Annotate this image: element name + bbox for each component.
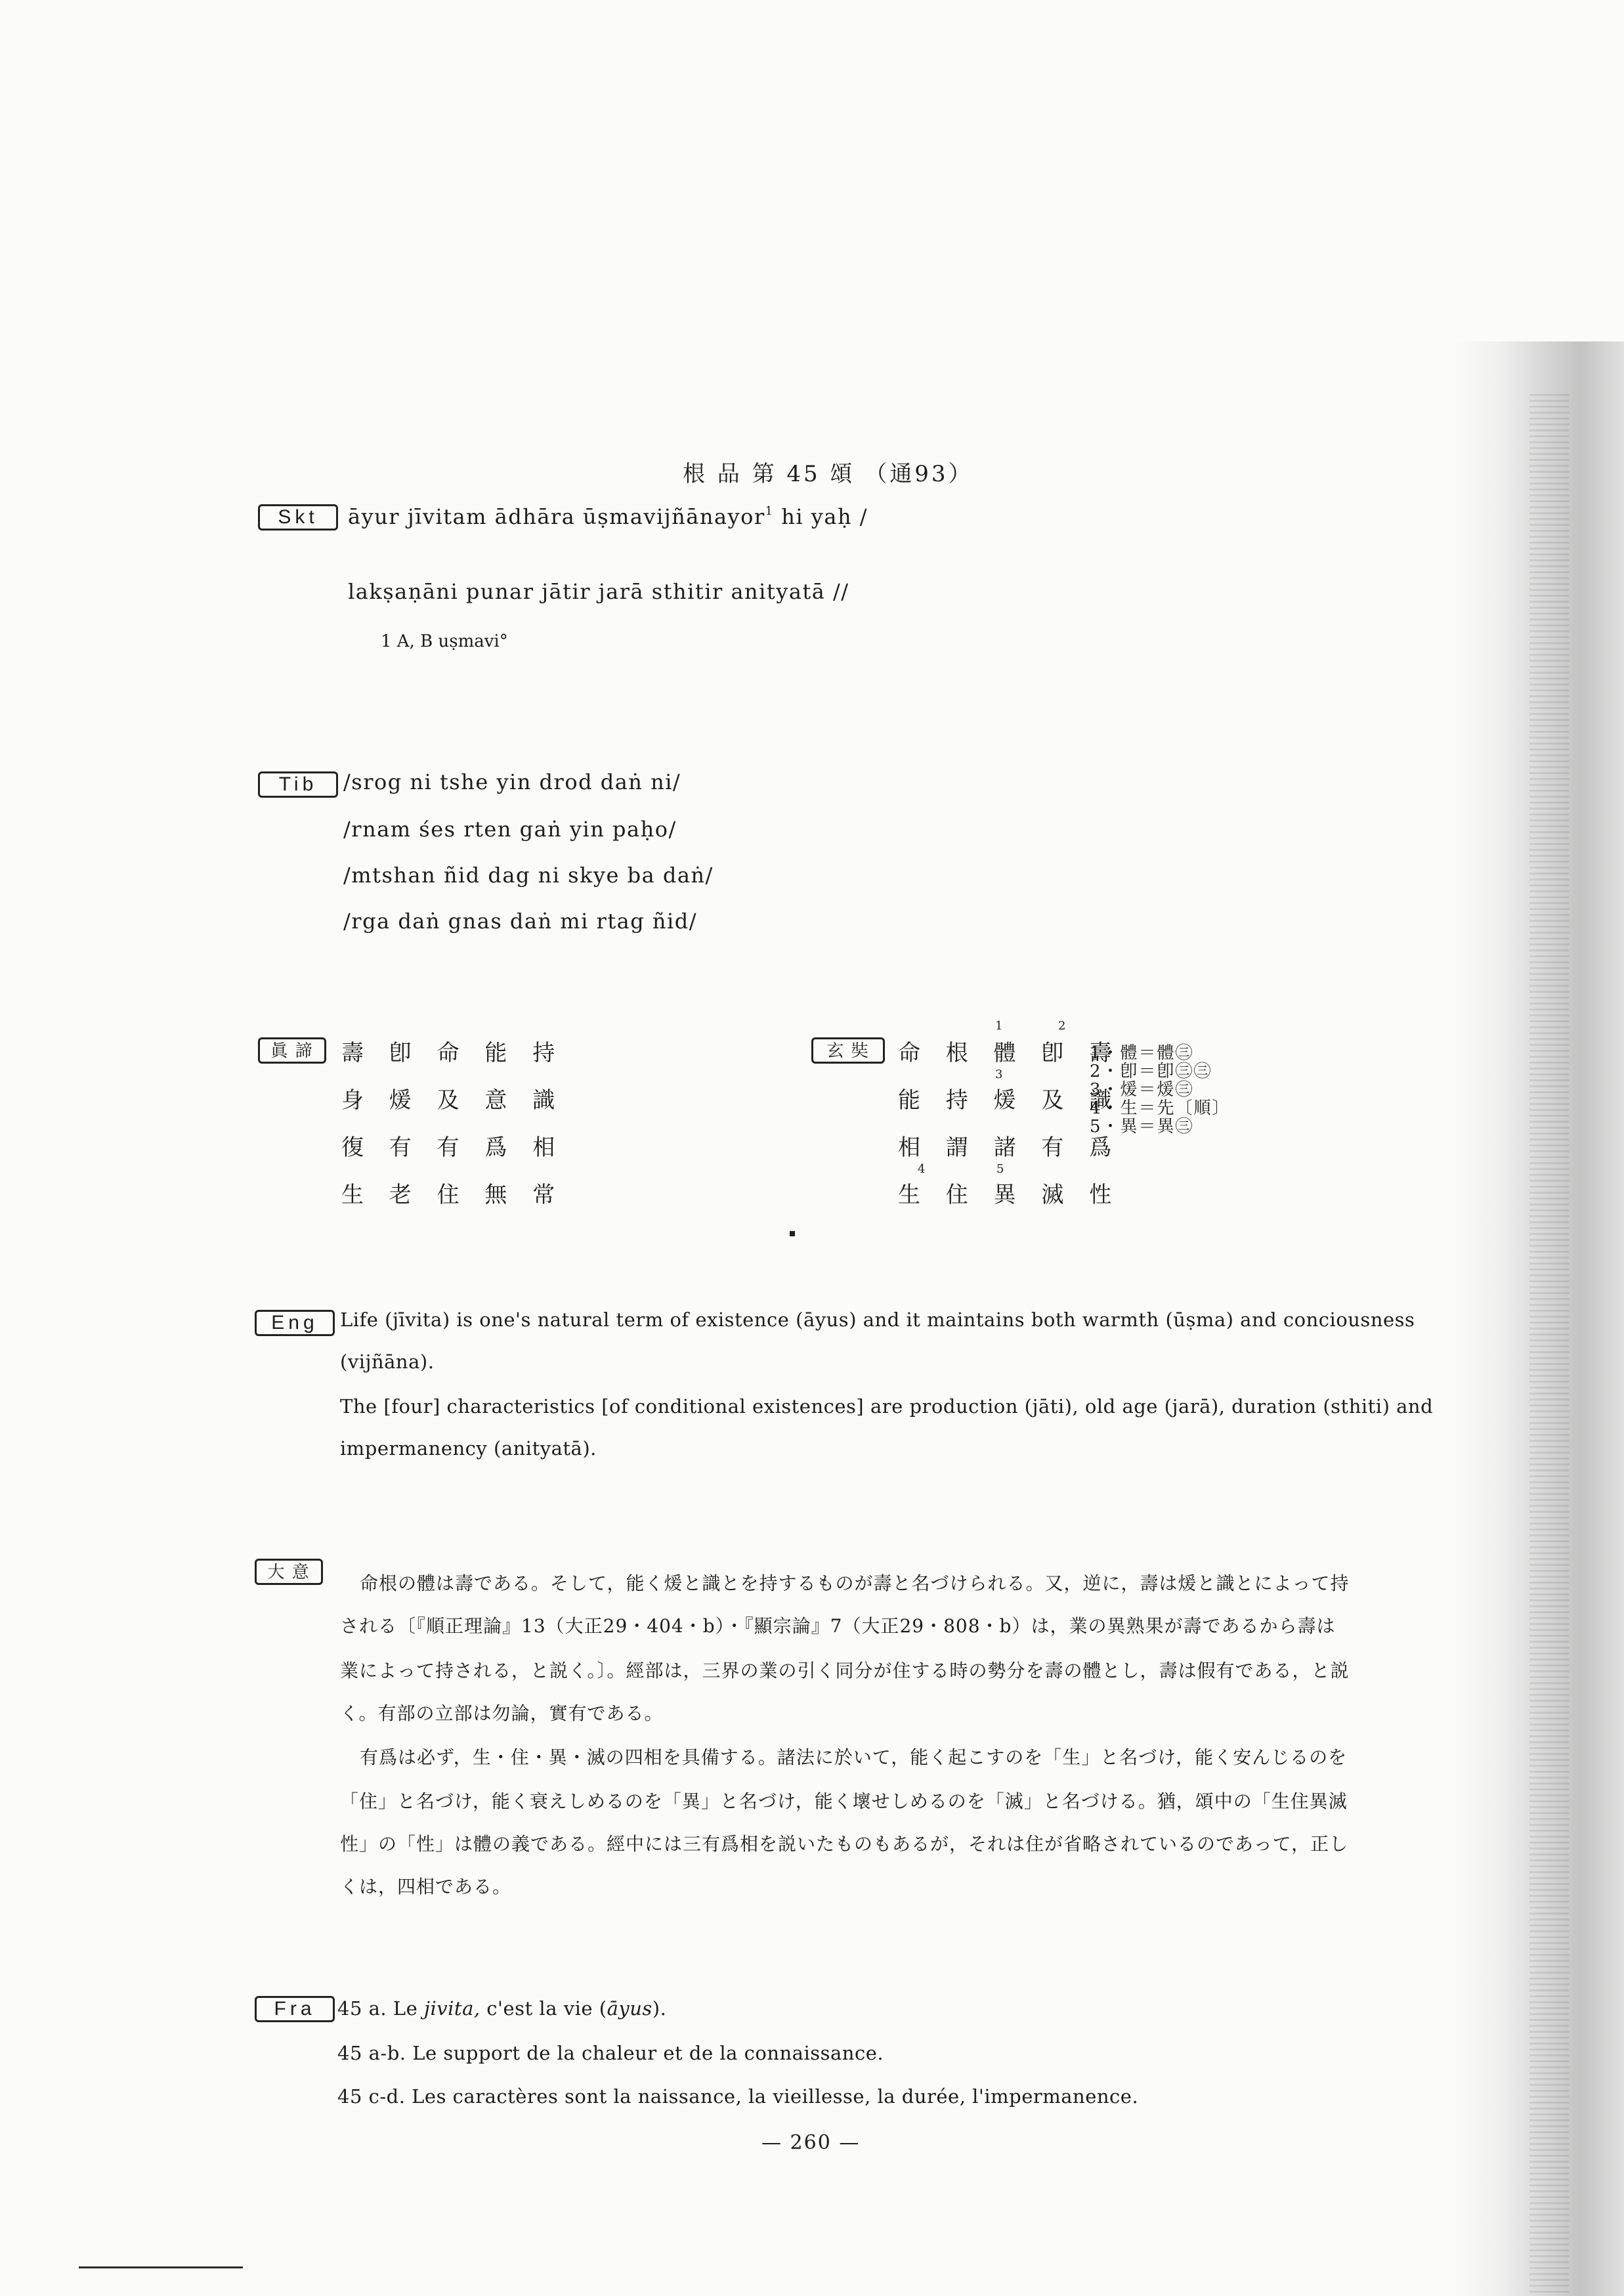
variant-mark: 4	[918, 1162, 926, 1176]
variant-footnote: 2・卽＝卽㊂㊂	[1090, 1062, 1212, 1081]
tib-line: /srog ni tshe yin drod daṅ ni/	[343, 769, 681, 794]
xuanzang-verse-line: 命 根 體 卽 壽	[898, 1040, 1121, 1066]
zhendi-verse-line: 復 有 有 爲 相	[341, 1135, 565, 1161]
stray-mark	[790, 1231, 795, 1236]
fra-line-1-end: ).	[652, 1997, 667, 2020]
variant-footnote: 4・生＝先〔順〕	[1090, 1098, 1231, 1118]
skt-note: 1 A, B uṣmavi°	[381, 632, 508, 651]
fra-term-jivita: jivita,	[423, 1997, 481, 2020]
eng-line: Life (jīvita) is one's natural term of existence (āyus) and it maintains both warmth (ūṣma) and conciousness	[340, 1309, 1415, 1331]
daii-line: く。有部の立部は勿論，實有である。	[340, 1702, 664, 1724]
daii-line: くは，四相である。	[340, 1876, 512, 1897]
fra-line-1-mid: c'est la vie (	[480, 1997, 607, 2020]
daii-line: 「住」と名づけ，能く衰えしめるのを「異」と名づけ，能く壞せしめるのを「滅」と名づける。猶，頌中の「生住異滅	[340, 1790, 1348, 1812]
page-number: — 260 —	[761, 2131, 861, 2154]
zhendi-verse-line: 壽 卽 命 能 持	[341, 1040, 565, 1066]
variant-footnote: 1・體＝體㊂	[1090, 1043, 1194, 1063]
fra-term-ayus: āyus	[607, 1997, 652, 2020]
variant-mark: 5	[996, 1162, 1004, 1176]
daii-line: 有爲は必ず，生・住・異・滅の四相を具備する。諸法に於いて，能く起こすのを「生」と名づけ，能く安んじるのを	[360, 1746, 1348, 1768]
xuanzang-verse-line: 相 謂 諸 有 爲	[898, 1135, 1121, 1161]
page-title: 根 品 第 45 頌 （通93）	[683, 461, 973, 487]
section-label-zhendi: 眞 諦	[258, 1037, 326, 1064]
section-label-fra: Fra	[255, 1996, 335, 2022]
section-label-tib: Tib	[258, 771, 338, 798]
xuanzang-verse-line: 生 住 異 滅 性	[898, 1182, 1121, 1208]
fra-line-3: 45 c-d. Les caractères sont la naissance, la vieillesse, la durée, l'impermanence.	[337, 2085, 1139, 2108]
skt-line-1	[348, 504, 868, 529]
daii-line: 性」の「性」は體の義である。經中には三有爲相を説いたものもあるが，それは住が省略されているのであって，正し	[340, 1833, 1349, 1855]
section-label-skt: Skt	[258, 504, 338, 531]
xuanzang-verse-line: 能 持 煖 及 識	[898, 1087, 1121, 1114]
bottom-rule	[79, 2266, 243, 2268]
zhendi-verse-line: 生 老 住 無 常	[341, 1182, 565, 1208]
eng-line: The [four] characteristics [of conditional existences] are production (jāti), old age (jarā), duration (sthiti) and	[340, 1395, 1434, 1418]
zhendi-verse-line: 身 煖 及 意 識	[341, 1087, 565, 1114]
eng-line: impermanency (anityatā).	[340, 1437, 597, 1460]
section-label-eng: Eng	[255, 1310, 335, 1336]
eng-line: (vijñāna).	[340, 1351, 435, 1373]
fra-line-2: 45 a-b. Le support de la chaleur et de la connaissance.	[337, 2042, 884, 2064]
tib-line: /rnam śes rten gaṅ yin paḥo/	[343, 817, 677, 842]
skt-line-2: lakṣaṇāni punar jātir jarā sthitir anityatā //	[348, 579, 849, 604]
skt-footnote-mark: 1	[765, 504, 774, 518]
variant-mark: 1	[995, 1019, 1003, 1033]
scan-edge-texture	[1529, 394, 1569, 2296]
variant-mark: 2	[1058, 1019, 1066, 1033]
section-label-xuanzang: 玄 奘	[811, 1037, 885, 1064]
variant-footnote: 3・煖＝煖㊂	[1090, 1080, 1194, 1100]
skt-line-1-end: hi yaḥ /	[773, 504, 868, 529]
variant-footnote: 5・異＝異㊂	[1090, 1117, 1194, 1137]
fra-line-1	[337, 1997, 666, 2020]
fra-line-1-pre: 45 a. Le	[337, 1997, 424, 2020]
section-label-daii: 大 意	[255, 1559, 323, 1585]
daii-line: 命根の體は壽である。そして，能く煖と識とを持するものが壽と名づけられる。又，逆に，壽は煖と識とによって持	[360, 1572, 1350, 1594]
variant-mark: 3	[995, 1068, 1003, 1081]
tib-line: /mtshan ñid dag ni skye ba daṅ/	[343, 863, 714, 888]
skt-line-1-text: āyur jīvitam ādhāra ūṣmavijñānayor	[348, 504, 765, 529]
daii-line: される〔『順正理論』13（大正29・404・b）・『顯宗論』7（大正29・808・b）は，業の異熟果が壽であるから壽は	[340, 1615, 1336, 1637]
tib-line: /rga daṅ gnas daṅ mi rtag ñid/	[343, 909, 698, 934]
daii-line: 業によって持される，と説く。〕。經部は，三界の業の引く同分が住する時の勢分を壽の體とし，壽は假有である，と説	[340, 1660, 1350, 1681]
